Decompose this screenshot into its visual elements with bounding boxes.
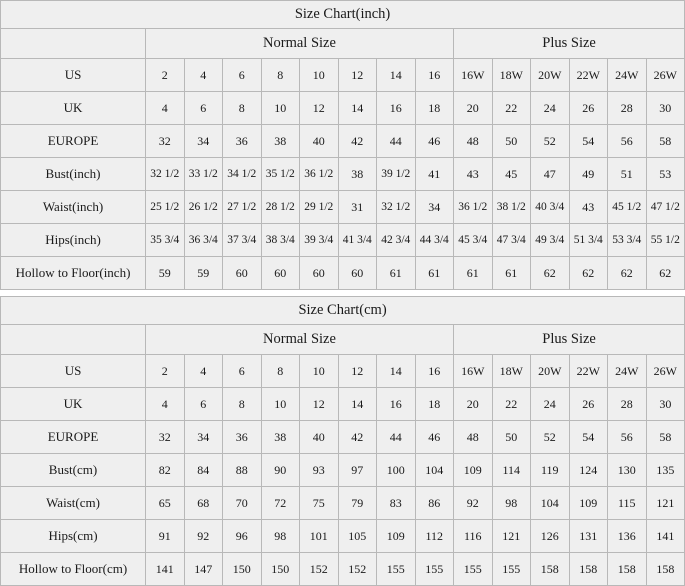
table-row (1, 454, 685, 487)
size-chart-table (0, 296, 685, 586)
cell-value: 4 (184, 59, 223, 92)
cell-value: 82 (146, 454, 185, 487)
cell-value: 45 3/4 (454, 224, 493, 257)
cell-value: 150 (223, 553, 262, 586)
cell-value: 34 1/2 (223, 158, 262, 191)
cell-value: 16W (454, 355, 493, 388)
cell-value: 6 (184, 92, 223, 125)
cell-value: 27 1/2 (223, 191, 262, 224)
cell-value: 50 (492, 125, 531, 158)
row-label: EUROPE (1, 125, 146, 158)
cell-value: 54 (569, 421, 608, 454)
cell-value: 150 (261, 553, 300, 586)
row-label: Hips(cm) (1, 520, 146, 553)
cell-value: 20W (531, 355, 570, 388)
table-row (1, 388, 685, 421)
table-row (1, 421, 685, 454)
cell-value: 34 (184, 125, 223, 158)
cell-value: 60 (338, 257, 377, 290)
cell-value: 131 (569, 520, 608, 553)
cell-value: 26W (646, 59, 685, 92)
cell-value: 18W (492, 355, 531, 388)
table-row (1, 355, 685, 388)
cell-value: 22 (492, 388, 531, 421)
cell-value: 49 3/4 (531, 224, 570, 257)
cell-value: 36 1/2 (300, 158, 339, 191)
cell-value: 158 (531, 553, 570, 586)
cell-value: 8 (223, 92, 262, 125)
cell-value: 62 (646, 257, 685, 290)
cell-value: 70 (223, 487, 262, 520)
cell-value: 35 3/4 (146, 224, 185, 257)
cell-value: 26 (569, 388, 608, 421)
cell-value: 88 (223, 454, 262, 487)
row-label: UK (1, 388, 146, 421)
cell-value: 93 (300, 454, 339, 487)
cell-value: 4 (146, 92, 185, 125)
cell-value: 41 3/4 (338, 224, 377, 257)
cell-value: 33 1/2 (184, 158, 223, 191)
cell-value: 24W (608, 59, 647, 92)
cell-value: 155 (415, 553, 454, 586)
cell-value: 141 (146, 553, 185, 586)
cell-value: 56 (608, 421, 647, 454)
cell-value: 18W (492, 59, 531, 92)
cell-value: 42 3/4 (377, 224, 416, 257)
cell-value: 14 (377, 355, 416, 388)
cell-value: 36 (223, 125, 262, 158)
cell-value: 47 3/4 (492, 224, 531, 257)
cell-value: 152 (300, 553, 339, 586)
cell-value: 38 (338, 158, 377, 191)
group-header: Normal Size (146, 325, 454, 355)
cell-value: 12 (300, 388, 339, 421)
cell-value: 44 3/4 (415, 224, 454, 257)
cell-value: 16 (377, 92, 416, 125)
cell-value: 4 (184, 355, 223, 388)
chart-title: Size Chart(cm) (1, 297, 685, 325)
cell-value: 79 (338, 487, 377, 520)
cell-value: 31 (338, 191, 377, 224)
chart-title-row (1, 1, 685, 29)
cell-value: 25 1/2 (146, 191, 185, 224)
cell-value: 56 (608, 125, 647, 158)
cell-value: 101 (300, 520, 339, 553)
row-label: Waist(inch) (1, 191, 146, 224)
table-row (1, 125, 685, 158)
cell-value: 61 (415, 257, 454, 290)
cell-value: 115 (608, 487, 647, 520)
cell-value: 83 (377, 487, 416, 520)
cell-value: 2 (146, 355, 185, 388)
cell-value: 39 3/4 (300, 224, 339, 257)
group-header: Plus Size (454, 325, 685, 355)
group-header: Plus Size (454, 29, 685, 59)
cell-value: 152 (338, 553, 377, 586)
chart-group-row (1, 29, 685, 59)
cell-value: 105 (338, 520, 377, 553)
cell-value: 104 (531, 487, 570, 520)
cell-value: 59 (146, 257, 185, 290)
cell-value: 61 (454, 257, 493, 290)
group-header-blank (1, 325, 146, 355)
cell-value: 24 (531, 388, 570, 421)
cell-value: 47 1/2 (646, 191, 685, 224)
cell-value: 16 (415, 355, 454, 388)
cell-value: 48 (454, 421, 493, 454)
cell-value: 38 (261, 421, 300, 454)
cell-value: 8 (261, 355, 300, 388)
table-row (1, 191, 685, 224)
cell-value: 91 (146, 520, 185, 553)
cell-value: 130 (608, 454, 647, 487)
chart-group-row (1, 325, 685, 355)
cell-value: 65 (146, 487, 185, 520)
cell-value: 46 (415, 421, 454, 454)
cell-value: 158 (608, 553, 647, 586)
cell-value: 26 (569, 92, 608, 125)
cell-value: 147 (184, 553, 223, 586)
cell-value: 54 (569, 125, 608, 158)
cell-value: 47 (531, 158, 570, 191)
cell-value: 51 3/4 (569, 224, 608, 257)
cell-value: 45 1/2 (608, 191, 647, 224)
cell-value: 155 (377, 553, 416, 586)
cell-value: 18 (415, 388, 454, 421)
cell-value: 20W (531, 59, 570, 92)
cell-value: 155 (454, 553, 493, 586)
row-label: Hollow to Floor(cm) (1, 553, 146, 586)
cell-value: 38 (261, 125, 300, 158)
table-row (1, 257, 685, 290)
cell-value: 75 (300, 487, 339, 520)
cell-value: 34 (415, 191, 454, 224)
cell-value: 135 (646, 454, 685, 487)
table-row (1, 92, 685, 125)
cell-value: 92 (184, 520, 223, 553)
cell-value: 30 (646, 92, 685, 125)
cell-value: 8 (223, 388, 262, 421)
cell-value: 68 (184, 487, 223, 520)
cell-value: 14 (338, 388, 377, 421)
cell-value: 44 (377, 125, 416, 158)
cell-value: 36 1/2 (454, 191, 493, 224)
cell-value: 42 (338, 125, 377, 158)
cell-value: 4 (146, 388, 185, 421)
cell-value: 158 (646, 553, 685, 586)
cell-value: 40 3/4 (531, 191, 570, 224)
cell-value: 34 (184, 421, 223, 454)
cell-value: 109 (569, 487, 608, 520)
cell-value: 114 (492, 454, 531, 487)
row-label: UK (1, 92, 146, 125)
cell-value: 24W (608, 355, 647, 388)
cell-value: 16 (377, 388, 416, 421)
cell-value: 109 (454, 454, 493, 487)
cell-value: 6 (223, 59, 262, 92)
cell-value: 26 1/2 (184, 191, 223, 224)
cell-value: 43 (569, 191, 608, 224)
cell-value: 14 (338, 92, 377, 125)
cell-value: 84 (184, 454, 223, 487)
table-row (1, 553, 685, 586)
row-label: US (1, 59, 146, 92)
cell-value: 43 (454, 158, 493, 191)
row-label: Bust(inch) (1, 158, 146, 191)
cell-value: 53 (646, 158, 685, 191)
cell-value: 10 (300, 355, 339, 388)
row-label: Hollow to Floor(inch) (1, 257, 146, 290)
cell-value: 109 (377, 520, 416, 553)
group-header-blank (1, 29, 146, 59)
cell-value: 62 (608, 257, 647, 290)
size-chart-block (0, 0, 685, 290)
cell-value: 32 (146, 125, 185, 158)
cell-value: 29 1/2 (300, 191, 339, 224)
cell-value: 126 (531, 520, 570, 553)
chart-title-row (1, 297, 685, 325)
cell-value: 100 (377, 454, 416, 487)
cell-value: 116 (454, 520, 493, 553)
cell-value: 51 (608, 158, 647, 191)
cell-value: 141 (646, 520, 685, 553)
cell-value: 52 (531, 125, 570, 158)
cell-value: 12 (338, 59, 377, 92)
row-label: Bust(cm) (1, 454, 146, 487)
cell-value: 10 (300, 59, 339, 92)
cell-value: 20 (454, 92, 493, 125)
cell-value: 98 (492, 487, 531, 520)
cell-value: 16W (454, 59, 493, 92)
cell-value: 52 (531, 421, 570, 454)
cell-value: 12 (338, 355, 377, 388)
cell-value: 38 3/4 (261, 224, 300, 257)
cell-value: 58 (646, 125, 685, 158)
cell-value: 24 (531, 92, 570, 125)
cell-value: 61 (492, 257, 531, 290)
cell-value: 86 (415, 487, 454, 520)
cell-value: 40 (300, 125, 339, 158)
cell-value: 61 (377, 257, 416, 290)
cell-value: 136 (608, 520, 647, 553)
cell-value: 8 (261, 59, 300, 92)
cell-value: 35 1/2 (261, 158, 300, 191)
cell-value: 58 (646, 421, 685, 454)
cell-value: 50 (492, 421, 531, 454)
cell-value: 10 (261, 92, 300, 125)
cell-value: 59 (184, 257, 223, 290)
row-label: Waist(cm) (1, 487, 146, 520)
chart-title: Size Chart(inch) (1, 1, 685, 29)
cell-value: 60 (300, 257, 339, 290)
cell-value: 12 (300, 92, 339, 125)
cell-value: 22W (569, 355, 608, 388)
cell-value: 62 (569, 257, 608, 290)
cell-value: 40 (300, 421, 339, 454)
row-label: EUROPE (1, 421, 146, 454)
cell-value: 10 (261, 388, 300, 421)
table-row (1, 158, 685, 191)
cell-value: 42 (338, 421, 377, 454)
row-label: Hips(inch) (1, 224, 146, 257)
cell-value: 155 (492, 553, 531, 586)
table-row (1, 224, 685, 257)
cell-value: 45 (492, 158, 531, 191)
cell-value: 30 (646, 388, 685, 421)
table-row (1, 520, 685, 553)
cell-value: 20 (454, 388, 493, 421)
size-chart-block (0, 296, 685, 586)
cell-value: 28 (608, 388, 647, 421)
cell-value: 6 (223, 355, 262, 388)
cell-value: 18 (415, 92, 454, 125)
cell-value: 26W (646, 355, 685, 388)
table-row (1, 487, 685, 520)
cell-value: 119 (531, 454, 570, 487)
cell-value: 32 1/2 (377, 191, 416, 224)
cell-value: 38 1/2 (492, 191, 531, 224)
cell-value: 121 (646, 487, 685, 520)
cell-value: 2 (146, 59, 185, 92)
cell-value: 14 (377, 59, 416, 92)
cell-value: 60 (261, 257, 300, 290)
cell-value: 55 1/2 (646, 224, 685, 257)
cell-value: 60 (223, 257, 262, 290)
cell-value: 22 (492, 92, 531, 125)
cell-value: 98 (261, 520, 300, 553)
cell-value: 96 (223, 520, 262, 553)
cell-value: 39 1/2 (377, 158, 416, 191)
cell-value: 90 (261, 454, 300, 487)
cell-value: 158 (569, 553, 608, 586)
cell-value: 28 (608, 92, 647, 125)
table-row (1, 59, 685, 92)
cell-value: 6 (184, 388, 223, 421)
cell-value: 121 (492, 520, 531, 553)
cell-value: 28 1/2 (261, 191, 300, 224)
cell-value: 32 1/2 (146, 158, 185, 191)
cell-value: 104 (415, 454, 454, 487)
cell-value: 22W (569, 59, 608, 92)
cell-value: 62 (531, 257, 570, 290)
cell-value: 41 (415, 158, 454, 191)
cell-value: 32 (146, 421, 185, 454)
cell-value: 37 3/4 (223, 224, 262, 257)
cell-value: 48 (454, 125, 493, 158)
cell-value: 112 (415, 520, 454, 553)
group-header: Normal Size (146, 29, 454, 59)
cell-value: 36 (223, 421, 262, 454)
cell-value: 92 (454, 487, 493, 520)
cell-value: 72 (261, 487, 300, 520)
row-label: US (1, 355, 146, 388)
cell-value: 46 (415, 125, 454, 158)
cell-value: 16 (415, 59, 454, 92)
cell-value: 97 (338, 454, 377, 487)
cell-value: 44 (377, 421, 416, 454)
cell-value: 49 (569, 158, 608, 191)
cell-value: 53 3/4 (608, 224, 647, 257)
size-chart-table (0, 0, 685, 290)
cell-value: 36 3/4 (184, 224, 223, 257)
cell-value: 124 (569, 454, 608, 487)
